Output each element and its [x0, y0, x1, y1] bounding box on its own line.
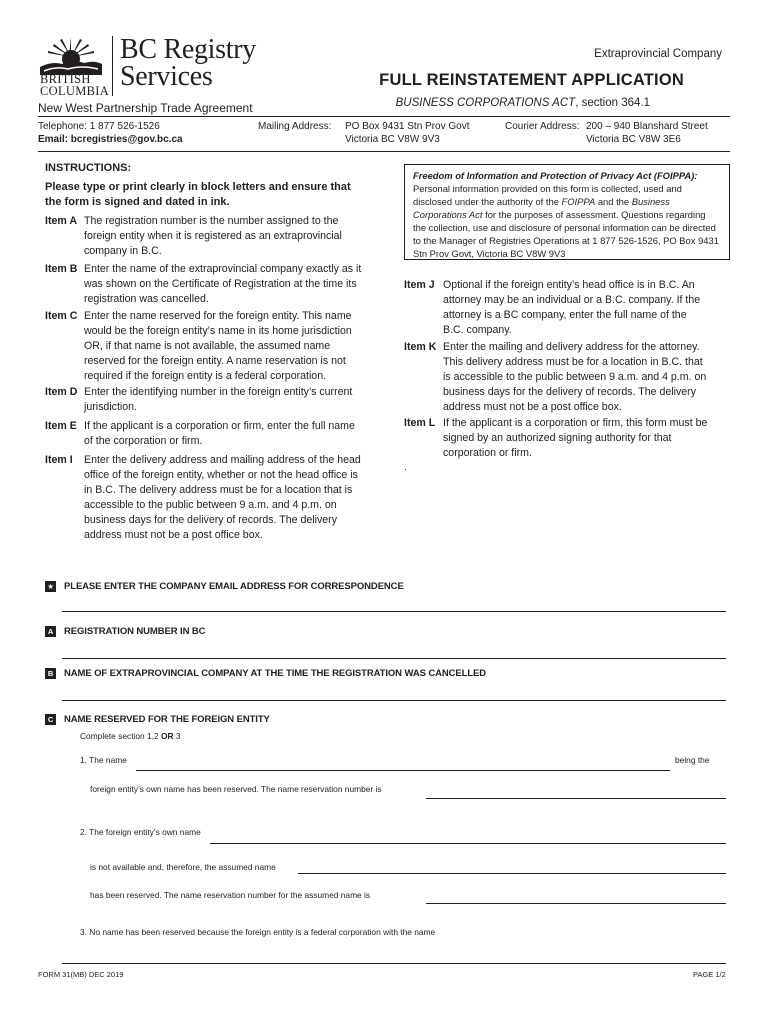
registry-wordmark: BC Registry Services [120, 34, 256, 92]
instruction-text: Enter the identifying number in the foreign entity’s current jurisdiction. [84, 386, 353, 413]
section-a-marker: A [45, 626, 56, 637]
reservation-number-field[interactable] [426, 798, 726, 799]
instruction-text: Enter the name of the extraprovincial company exactly as it was shown on the Certificate of Registration at the time its registration was cancelled. [84, 263, 362, 305]
section-c-header [45, 714, 645, 726]
page-number: PAGE 1/2 [693, 970, 726, 979]
header-rule [38, 116, 730, 117]
instruction-text: Enter the delivery address and mailing address of the head office of the foreign entity, whether or not the head office is in B.C. The delivery address must be for a location that is accessible to the public between 9 a.m. and 4 p.m. on business days for the delivery of records. The delivery address must not be a post office box. [84, 454, 361, 541]
instruction-text: If the applicant is a corporation or firm, this form must be signed by an authorized signing authority for that corporation or firm. [443, 417, 708, 459]
instruction-label: Item B [45, 263, 78, 275]
instruction-item-e [45, 419, 365, 451]
assumed-name-field[interactable] [298, 873, 726, 874]
federal-corporation-name-field[interactable] [62, 963, 726, 964]
section-b-marker: B [45, 668, 56, 679]
mailing-address-line1: PO Box 9431 Stn Prov Govt [345, 121, 470, 132]
instruction-text: Optional if the foreign entity’s head office is in B.C. An attorney may be an individual or a B.C. company. If the attorney is a BC company, enter the full name of the B.C. company. [443, 279, 701, 336]
instruction-item-l [404, 416, 724, 462]
contact-rule [38, 151, 730, 152]
instruction-label: Item K [404, 341, 437, 353]
email-field[interactable] [62, 611, 726, 612]
instruction-item-a [45, 214, 365, 260]
option-1-label: 1. The name [80, 755, 127, 765]
form-id: FORM 31(MB) DEC 2019 [38, 970, 124, 979]
foippa-notice [404, 164, 730, 260]
logo-divider [112, 36, 113, 96]
instruction-label: Item D [45, 386, 78, 398]
option-2-line3: has been reserved. The name reservation number for the assumed name is [90, 890, 371, 900]
email-section-header [45, 581, 645, 593]
option-1-suffix: being the [675, 755, 710, 765]
section-b-title: NAME OF EXTRAPROVINCIAL COMPANY AT THE TIME THE REGISTRATION WAS CANCELLED [64, 668, 487, 679]
instruction-label: Item A [45, 215, 77, 227]
foippa-title: Freedom of Information and Protection of Privacy Act (FOIPPA): [413, 170, 698, 181]
assumed-reservation-number-field[interactable] [426, 903, 726, 904]
instruction-item-d [45, 385, 365, 417]
foippa-text: Personal information provided on this form is collected, used and disclosed under the authority of the FOIPPA and the Business Corporations Act for the purposes of assessment. Questions regarding the collection, use and disclosure of personal information can be directed to the Manager of Registries Operations at 1 877 526-1526, PO Box 9431 Stn Prov Govt, Victoria BC V8W 9V3 [413, 183, 719, 259]
foreign-name-field[interactable] [210, 843, 726, 844]
instruction-item-i [45, 453, 365, 543]
instruction-text: Enter the name reserved for the foreign entity. This name would be the foreign entity’s name in its home jurisdiction OR, if that name is not available, the assumed name reserved for the foreign entity. A name reservation is not required if the foreign entity is a federal corporation. [84, 310, 352, 382]
section-a-title: REGISTRATION NUMBER IN BC [64, 626, 206, 637]
courier-address-line2: Victoria BC V8W 3E6 [586, 134, 681, 145]
trade-agreement-label: New West Partnership Trade Agreement [38, 101, 253, 115]
instruction-label: Item E [45, 420, 77, 432]
section-a-header [45, 626, 645, 638]
instruction-text: The registration number is the number assigned to the foreign entity when it is registered as an extraprovincial company in B.C. [84, 215, 342, 257]
instruction-text: Enter the mailing and delivery address for the attorney. This delivery address must be for a location in B.C. that is accessible to the public between 9 a.m. and 4 p.m. on business days for the delivery of records. The delivery address must not be a post office box. [443, 341, 707, 413]
option-2-line2: is not available and, therefore, the assumed name [90, 862, 276, 872]
company-name-field[interactable] [62, 700, 726, 701]
mailing-address-label: Mailing Address: [258, 121, 332, 132]
courier-address-line1: 200 – 940 Blanshard Street [586, 121, 708, 132]
document-kicker: Extraprovincial Company [594, 48, 722, 60]
instruction-label: Item J [404, 279, 435, 291]
stray-mark: . [404, 462, 407, 473]
instruction-item-j [404, 278, 724, 338]
bc-sun-logo-icon [40, 33, 102, 75]
courier-address-label: Courier Address: [505, 121, 580, 132]
instruction-item-c [45, 309, 365, 385]
mailing-address-line2: Victoria BC V8W 9V3 [345, 134, 440, 145]
instruction-label: Item I [45, 454, 73, 466]
section-c-title: NAME RESERVED FOR THE FOREIGN ENTITY [64, 714, 270, 725]
star-icon: ★ [45, 581, 56, 592]
email-section-title: PLEASE ENTER THE COMPANY EMAIL ADDRESS FOR CORRESPONDENCE [64, 581, 404, 592]
section-b-header [45, 668, 645, 680]
option-2-label: 2. The foreign entity’s own name [80, 827, 201, 837]
registration-number-field[interactable] [62, 658, 726, 659]
contact-phone: Telephone: 1 877 526-1526 [38, 121, 160, 132]
instruction-item-k [404, 340, 724, 416]
document-title: FULL REINSTATEMENT APPLICATION [379, 71, 684, 89]
section-c-marker: C [45, 714, 56, 725]
option-3-label: 3. No name has been reserved because the foreign entity is a federal corporation with the name [80, 927, 436, 937]
instructions-heading: INSTRUCTIONS: [45, 162, 132, 174]
instruction-item-b [45, 262, 365, 308]
section-c-instructions: Complete section 1,2 OR 3 [80, 731, 181, 741]
instruction-text: If the applicant is a corporation or firm, enter the full name of the corporation or firm. [84, 420, 355, 447]
reserved-name-field[interactable] [136, 770, 670, 771]
province-wordmark: BRITISH COLUMBIA [40, 72, 110, 98]
document-act: BUSINESS CORPORATIONS ACT, section 364.1 [395, 97, 650, 109]
instruction-label: Item L [404, 417, 436, 429]
contact-email: Email: bcregistries@gov.bc.ca [38, 134, 183, 145]
instruction-label: Item C [45, 310, 78, 322]
option-1-line2: foreign entity’s own name has been reserved. The name reservation number is [90, 784, 382, 794]
instructions-lead: Please type or print clearly in block letters and ensure that the form is signed and dated in ink. [45, 181, 351, 208]
